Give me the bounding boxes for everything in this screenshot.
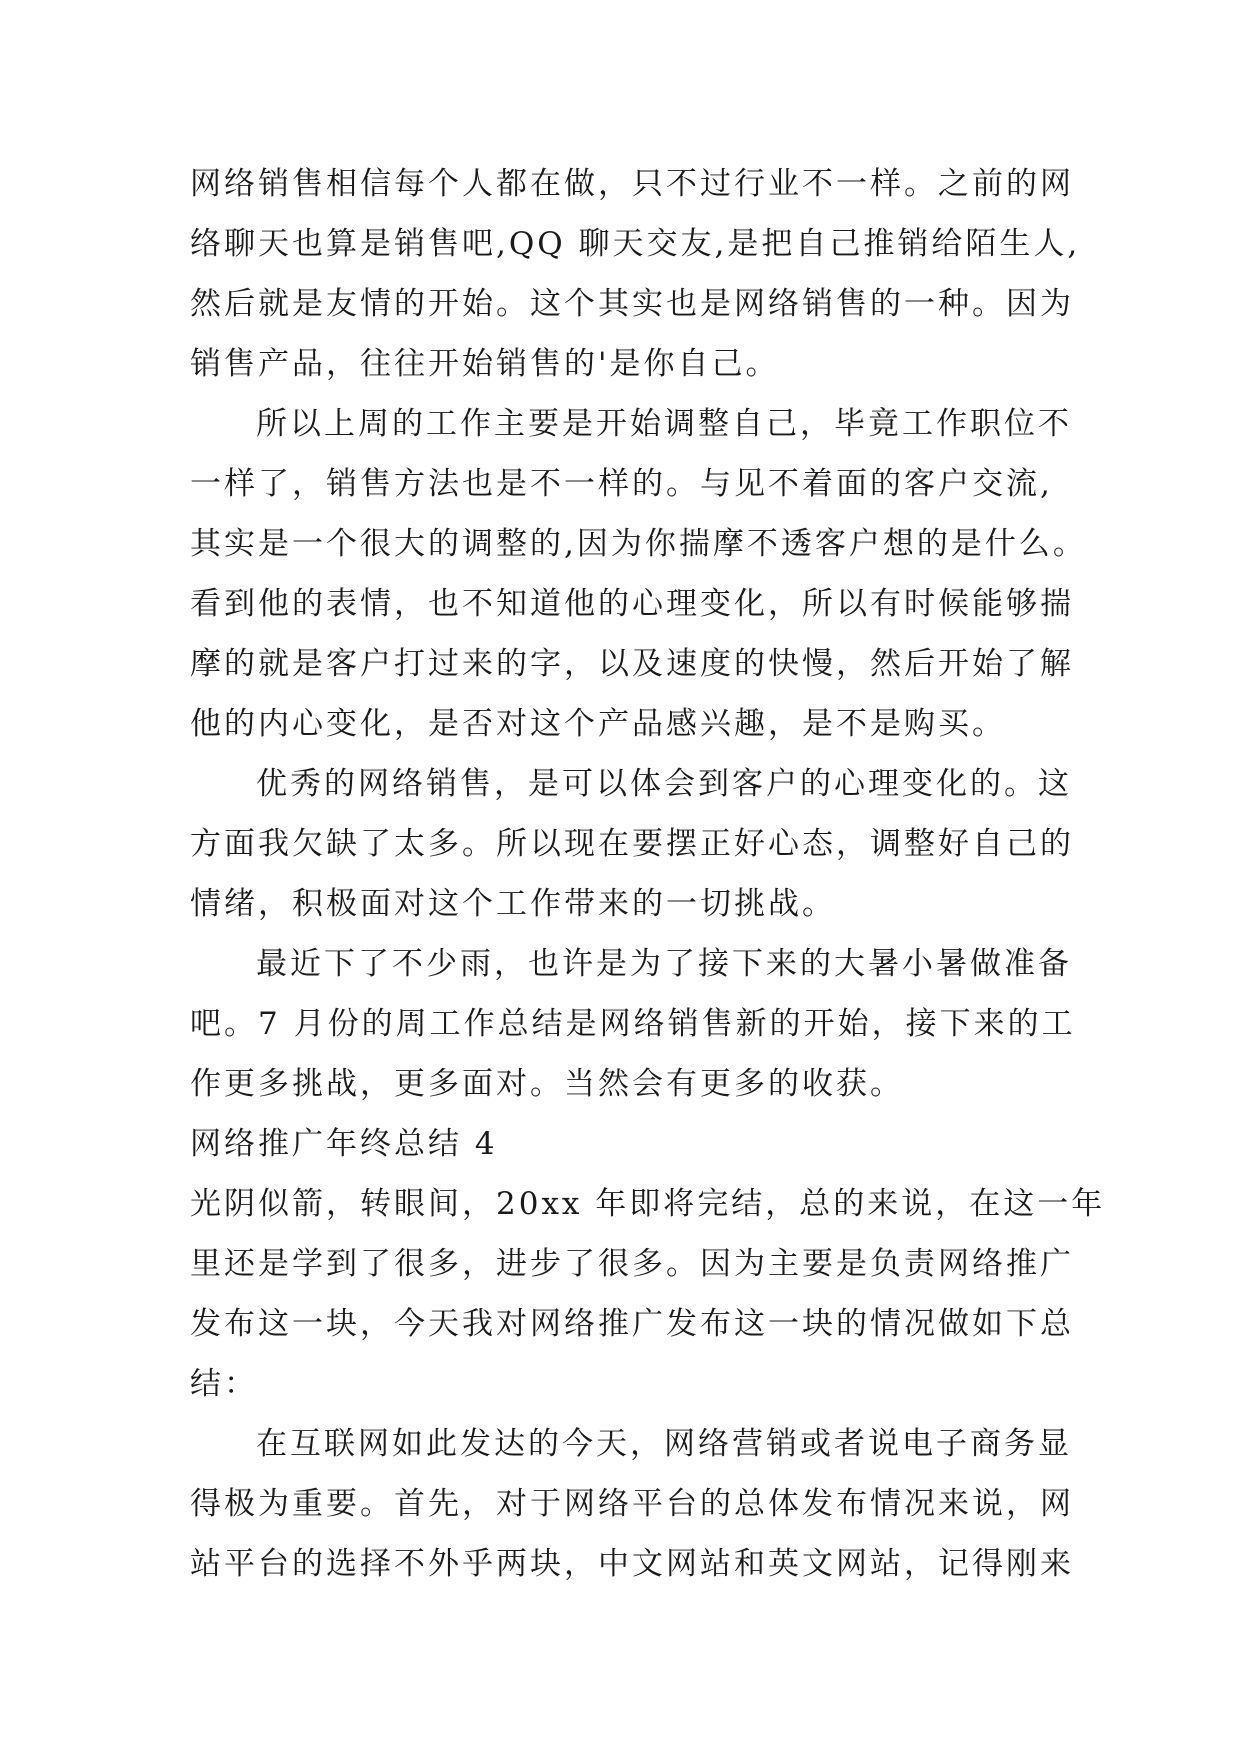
text-line: 摩的就是客户打过来的字，以及速度的快慢，然后开始了解 [190, 646, 1074, 682]
text-line: 光阴似箭，转眼间，20xx 年即将完结，总的来说，在这一年 [190, 1186, 1106, 1222]
paragraph-start-line: 在互联网如此发达的今天，网络营销或者说电子商务显 [256, 1426, 1072, 1462]
text-line: 然后就是友情的开始。这个其实也是网络销售的一种。因为 [190, 286, 1074, 322]
text-line: 销售产品，往往开始销售的'是你自己。 [190, 346, 780, 382]
text-line: 情绪，积极面对这个工作带来的一切挑战。 [190, 886, 836, 922]
text-line: 看到他的表情，也不知道他的心理变化，所以有时候能够揣 [190, 586, 1074, 622]
paragraph-start-line: 最近下了不少雨，也许是为了接下来的大暑小暑做准备 [256, 946, 1072, 982]
text-line: 吧。7 月份的周工作总结是网络销售新的开始，接下来的工 [190, 1006, 1076, 1042]
paragraph-start-line: 优秀的网络销售，是可以体会到客户的心理变化的。这 [256, 766, 1072, 802]
text-line: 方面我欠缺了太多。所以现在要摆正好心态，调整好自己的 [190, 826, 1074, 862]
text-line: 其实是一个很大的调整的,因为你揣摩不透客户想的是什么。 [190, 526, 1087, 562]
document-body [190, 154, 1106, 1594]
paragraph-start-line: 所以上周的工作主要是开始调整自己，毕竟工作职位不 [256, 406, 1072, 442]
text-line: 发布这一块，今天我对网络推广发布这一块的情况做如下总 [190, 1306, 1074, 1342]
text-line: 他的内心变化，是否对这个产品感兴趣，是不是购买。 [190, 706, 1006, 742]
text-line: 络聊天也算是销售吧,QQ 聊天交友,是把自己推销给陌生人, [190, 226, 1081, 262]
text-line: 结： [190, 1366, 258, 1402]
section-heading: 网络推广年终总结 4 [190, 1126, 498, 1162]
text-line: 作更多挑战，更多面对。当然会有更多的收获。 [190, 1066, 904, 1102]
text-line: 站平台的选择不外乎两块，中文网站和英文网站，记得刚来 [190, 1546, 1074, 1582]
text-line: 网络销售相信每个人都在做，只不过行业不一样。之前的网 [190, 166, 1074, 202]
text-line: 一样了，销售方法也是不一样的。与见不着面的客户交流, [190, 466, 1053, 502]
text-line: 里还是学到了很多，进步了很多。因为主要是负责网络推广 [190, 1246, 1074, 1282]
text-line: 得极为重要。首先，对于网络平台的总体发布情况来说，网 [190, 1486, 1074, 1522]
